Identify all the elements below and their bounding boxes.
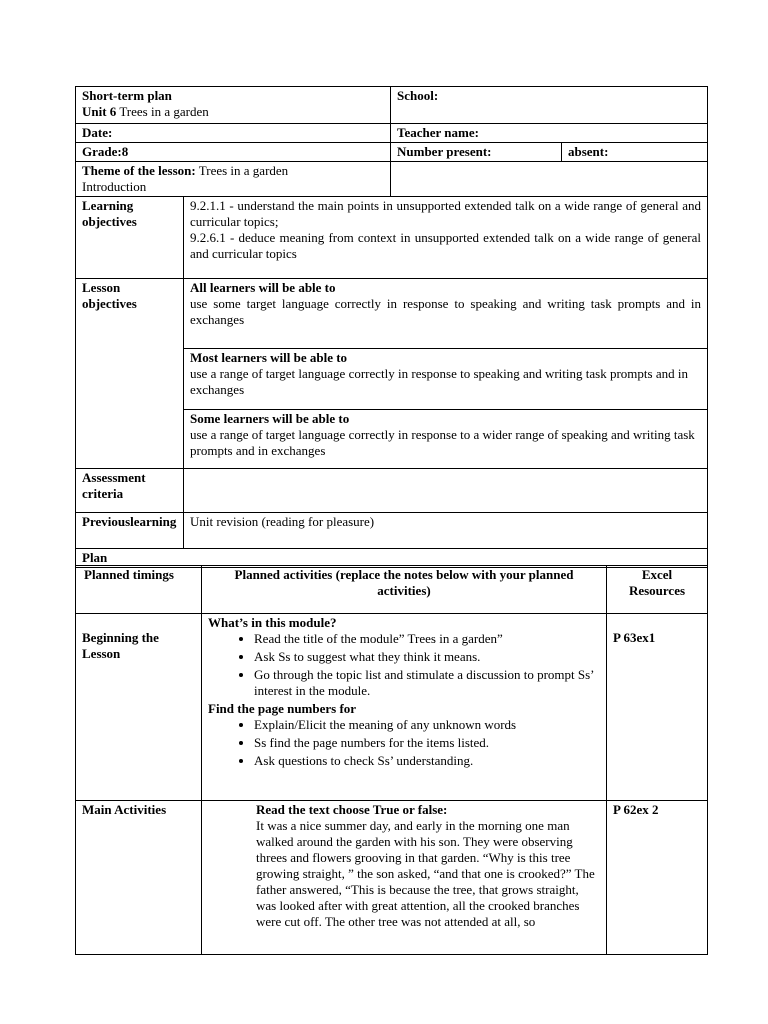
school-cell <box>391 87 708 124</box>
all-learners-text: use some target language correctly in response to speaking and writing task prompts and in exchanges <box>190 296 702 327</box>
list-item: • Ask Ss to suggest what they think it means. <box>254 649 600 665</box>
date-cell <box>76 124 391 143</box>
previous-label: Previouslearning <box>82 514 177 529</box>
previous-value-cell <box>184 513 708 549</box>
teacher-cell <box>391 124 708 143</box>
header-table <box>75 86 708 568</box>
beginning-activities-cell <box>202 614 607 801</box>
most-learners-head: Most learners will be able to <box>190 350 348 365</box>
main-activities-cell <box>202 801 607 955</box>
assessment-value-cell <box>184 469 708 513</box>
list-item: • Explain/Elicit the meaning of any unknown words <box>254 717 600 733</box>
beginning-resource: P 63ex1 <box>613 630 656 645</box>
plan-title-cell <box>76 87 391 124</box>
previous-value: Unit revision (reading for pleasure) <box>190 514 375 529</box>
plan-table <box>75 565 708 955</box>
theme-label: Theme of the lesson: <box>82 163 196 178</box>
assessment-label-cell <box>76 469 184 513</box>
main-label-cell <box>76 801 202 955</box>
main-heading: Read the text choose True or false: <box>256 802 448 817</box>
beginning-list-2 <box>208 717 600 769</box>
all-learners-head: All learners will be able to <box>190 280 336 295</box>
learning-objective-item: 9.2.6.1 - deduce meaning from context in unsupported extended talk on a wide range of general and curricular topics <box>190 230 702 261</box>
main-label: Main Activities <box>82 802 167 817</box>
absent-cell <box>562 143 708 162</box>
plan-label: Short-term plan <box>82 88 172 103</box>
main-resource: P 62ex 2 <box>613 802 659 817</box>
col-activities-header <box>202 566 607 614</box>
learning-objectives-label-cell <box>76 197 184 279</box>
beginning-label-cell <box>76 614 202 801</box>
absent-label: absent: <box>568 144 609 159</box>
some-learners-text: use a range of target language correctly in response to a wider range of speaking and writing task prompts and in exchanges <box>190 427 695 458</box>
list-item: • Ask questions to check Ss’ understanding. <box>254 753 600 769</box>
beginning-label: Beginning the Lesson <box>82 630 159 661</box>
lesson-objectives-label: Lesson objectives <box>82 280 137 311</box>
beginning-list-1 <box>208 631 600 699</box>
col-resources-text: Excel Resources <box>628 567 686 598</box>
some-learners-cell <box>184 410 708 469</box>
beginning-heading-2: Find the page numbers for <box>208 701 357 716</box>
learning-objectives-cell <box>184 197 708 279</box>
theme-cell <box>76 162 391 197</box>
date-label: Date: <box>82 125 113 140</box>
col-timings-text: Planned timings <box>84 567 174 582</box>
theme-empty-cell <box>391 162 708 197</box>
grade-cell <box>76 143 391 162</box>
list-item: • Read the title of the module” Trees in a garden” <box>254 631 600 647</box>
theme-value: Trees in a garden <box>198 163 289 178</box>
learning-objectives-label: Learning objectives <box>82 198 137 229</box>
lesson-objectives-label-cell <box>76 279 184 469</box>
school-label: School: <box>397 88 439 103</box>
present-cell <box>391 143 562 162</box>
col-timings-header <box>76 566 202 614</box>
all-learners-cell <box>184 279 708 349</box>
some-learners-head: Some learners will be able to <box>190 411 350 426</box>
previous-label-cell <box>76 513 184 549</box>
unit-title: Trees in a garden <box>119 104 209 119</box>
beginning-heading-1: What’s in this module? <box>208 615 337 630</box>
learning-objective-item: 9.2.1.1 - understand the main points in unsupported extended talk on a wide range of general and curricular topics; <box>190 198 702 229</box>
unit-label: Unit 6 <box>82 104 117 119</box>
teacher-label: Teacher name: <box>397 125 479 140</box>
most-learners-text: use a range of target language correctly in response to speaking and writing task prompts and in exchanges <box>190 366 688 397</box>
theme-sub: Introduction <box>82 179 147 194</box>
list-item: • Go through the topic list and stimulate a discussion to prompt Ss’ interest in the module. <box>254 667 600 699</box>
list-item: • Ss find the page numbers for the items listed. <box>254 735 600 751</box>
assessment-label: Assessment criteria <box>82 470 146 501</box>
grade-label: Grade:8 <box>82 144 129 159</box>
main-text: It was a nice summer day, and early in the morning one man walked around the garden with his son. They were observing threes and flowers grooving in that garden. “Why is this tree growing straight, ” the son asked, “and that one is crooked?” The father answered, “This is because the tree, that grows straight, was looked after with great attention, all the crooked branches were cut off. The other tree was not attended at all, so <box>256 818 595 929</box>
most-learners-cell <box>184 349 708 410</box>
col-activities-text: Planned activities (replace the notes below with your planned activities) <box>234 567 574 598</box>
beginning-resource-cell <box>607 614 708 801</box>
plan-label: Plan <box>82 550 108 565</box>
col-resources-header <box>607 566 708 614</box>
present-label: Number present: <box>397 144 492 159</box>
main-resource-cell <box>607 801 708 955</box>
